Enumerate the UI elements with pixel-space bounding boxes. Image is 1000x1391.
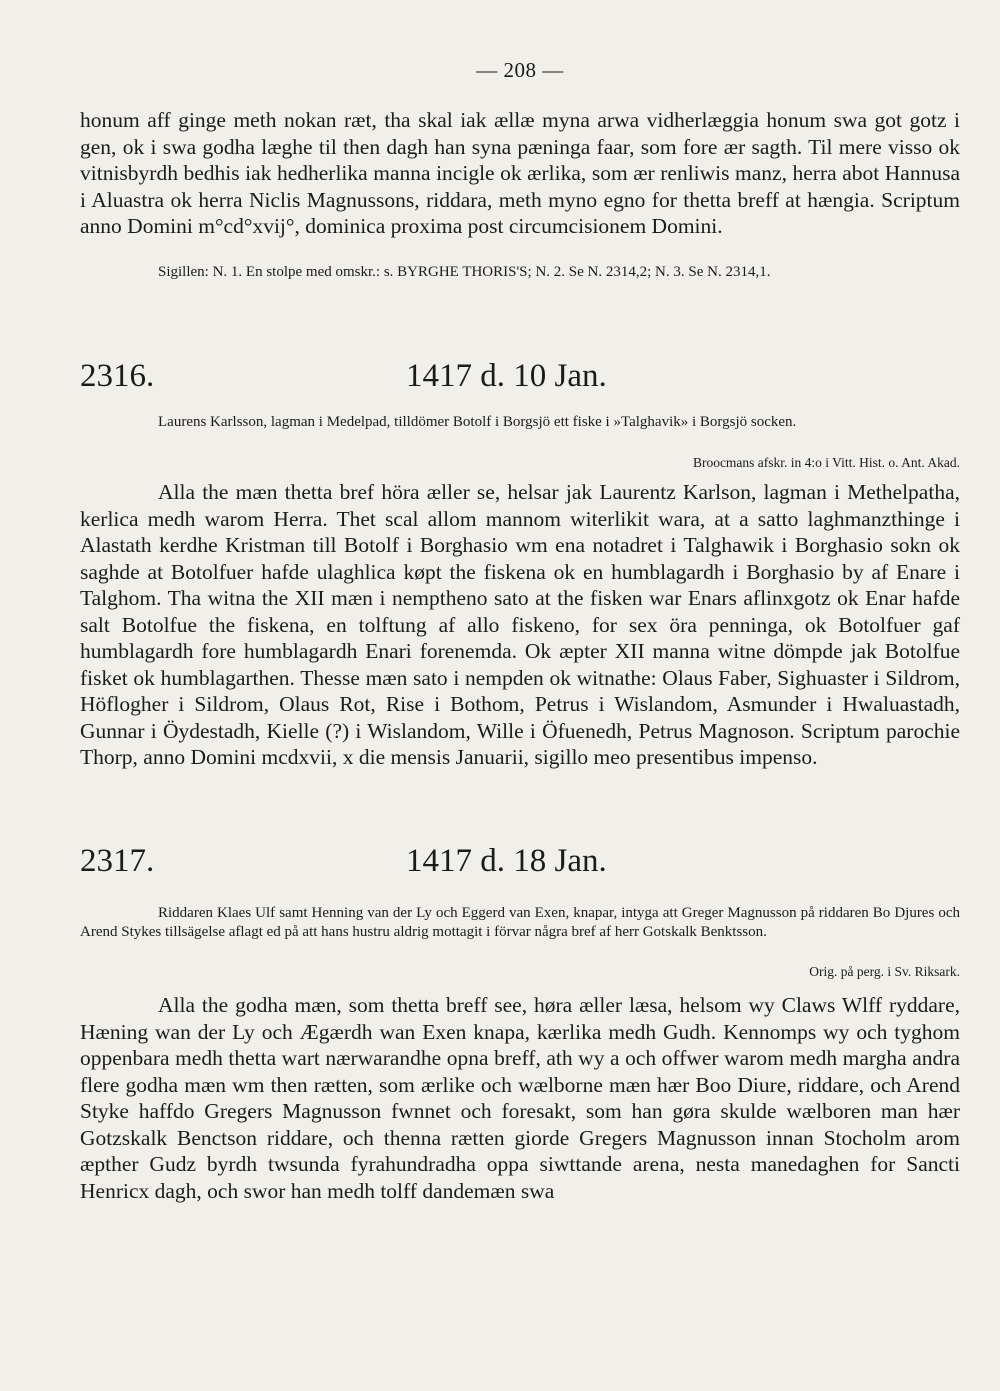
page-number: — 208 —	[476, 58, 564, 82]
document-text: Alla the godha mæn, som thetta breff see, høra æller læsa, helsom wy Claws Wlff ryddare, Hæning wan der Ly och Ægærdh wan Exen knapa, kærlika medh Gudh. Kennomps wy och tyghom oppenbara medh thetta wart nærwarandhe opna breff, ath wy a och offwer warom medh margha andra flere godha mæn wm then rætten, som ærlike och wælborne mæn hær Boo Diure, riddare, och Arend Styke haffdo Gregers Magnusson fwnnet och foresakt, som han gøra skulde wælboren man hær Gotzskalk Benctson riddare, och thenna rætten giorde Gregers Magnusson innan Stocholm arom æpther Gudz byrdh twsunda fyrahundradha oppa siwttande arena, nesta manedaghen for Sancti Henricx dagh, och swor han medh tolff dandemæn swa	[80, 993, 960, 1203]
document-number: 2317.	[80, 843, 155, 879]
document-header-2316	[80, 358, 960, 398]
document-header-2317	[80, 843, 960, 883]
document-text: Alla the mæn thetta bref höra æller se, helsar jak Laurentz Karlson, lagman i Methelpatha, kerlica medh warom Herra. Thet scal allom mannom witerlikit wara, at a satto laghmanzthinge i Alastath kerdhe Kristman till Botolf i Borghasio wm ena notadret i Talghawik i Borghasio sokn ok saghde at Botolfuer hafde ulaghlica køpt the fiskena ok en humblagardh i Borghasio by af Enare i Talghom. Tha witna the XII mæn i nemptheno sato at the fisken war Enars aflinxgotz ok Enar hafde salt Botolfue the fiskena, en tolftung af allo fiskeno, for sex öra penninga, ok Botolfuer gaf humblagardh fore humblagardh Enari forenemda. Ok æpter XII manna witne dömpde jak Botolfue fisket ok humblagarthen. Thesse mæn sato i nempden ok witnathe: Olaus Faber, Sighuaster i Sildrom, Höflogher i Sildrom, Olaus Rot, Rise i Bothom, Petrus i Wislandom, Asmunder i Hwaluastadh, Gunnar i Öydestadh, Kielle (?) i Wislandom, Wille i Öfuenedh, Petrus Magnoson. Scriptum parochie Thorp, anno Domini mcdxvii, x die mensis Januarii, sigillo meo presentibus impenso.	[80, 480, 960, 769]
continuation-paragraph: honum aff ginge meth nokan ræt, tha skal iak ællæ myna arwa vidherlæggia honum swa got gotz i gen, ok i swa godha læghe til then dagh han syna pæninga faar, som fore ær sagth. Til mere visso ok vitnisbyrdh bedhis iak hedherlika manna incigle ok ærlika, som ær renliwis manz, herra abot Hannusa i Aluastra ok herra Niclis Magnussons, riddara, meth myno egno for thetta breff at hængia. Scriptum anno Domini m°cd°xvij°, dominica proxima post circumcisionem Domini.	[80, 108, 960, 238]
document-number: 2316.	[80, 358, 155, 394]
source-note: Broocmans afskr. in 4:o i Vitt. Hist. o. Ant. Akad.	[692, 455, 960, 470]
document-date: 1417 d. 10 Jan.	[406, 358, 607, 394]
document-summary: Riddaren Klaes Ulf samt Henning van der Ly och Eggerd van Exen, knapar, intyga att Greger Magnusson på riddaren Bo Djures och Arend Stykes tillsägelse aflagt ed på att hans hustru aldrig mottagit i förvar några bref af herr Gotskalk Benktsson.	[80, 905, 960, 940]
document-date: 1417 d. 18 Jan.	[406, 843, 607, 879]
seal-description: Sigillen: N. 1. En stolpe med omskr.: s. BYRGHE THORIS'S; N. 2. Se N. 2314,2; N. 3. Se N. 2314,1.	[158, 264, 771, 280]
document-summary: Laurens Karlsson, lagman i Medelpad, tilldömer Botolf i Borgsjö ett fiske i »Talghavik» i Borgsjö socken.	[158, 414, 797, 430]
source-note: Orig. på perg. i Sv. Riksark.	[809, 964, 960, 979]
